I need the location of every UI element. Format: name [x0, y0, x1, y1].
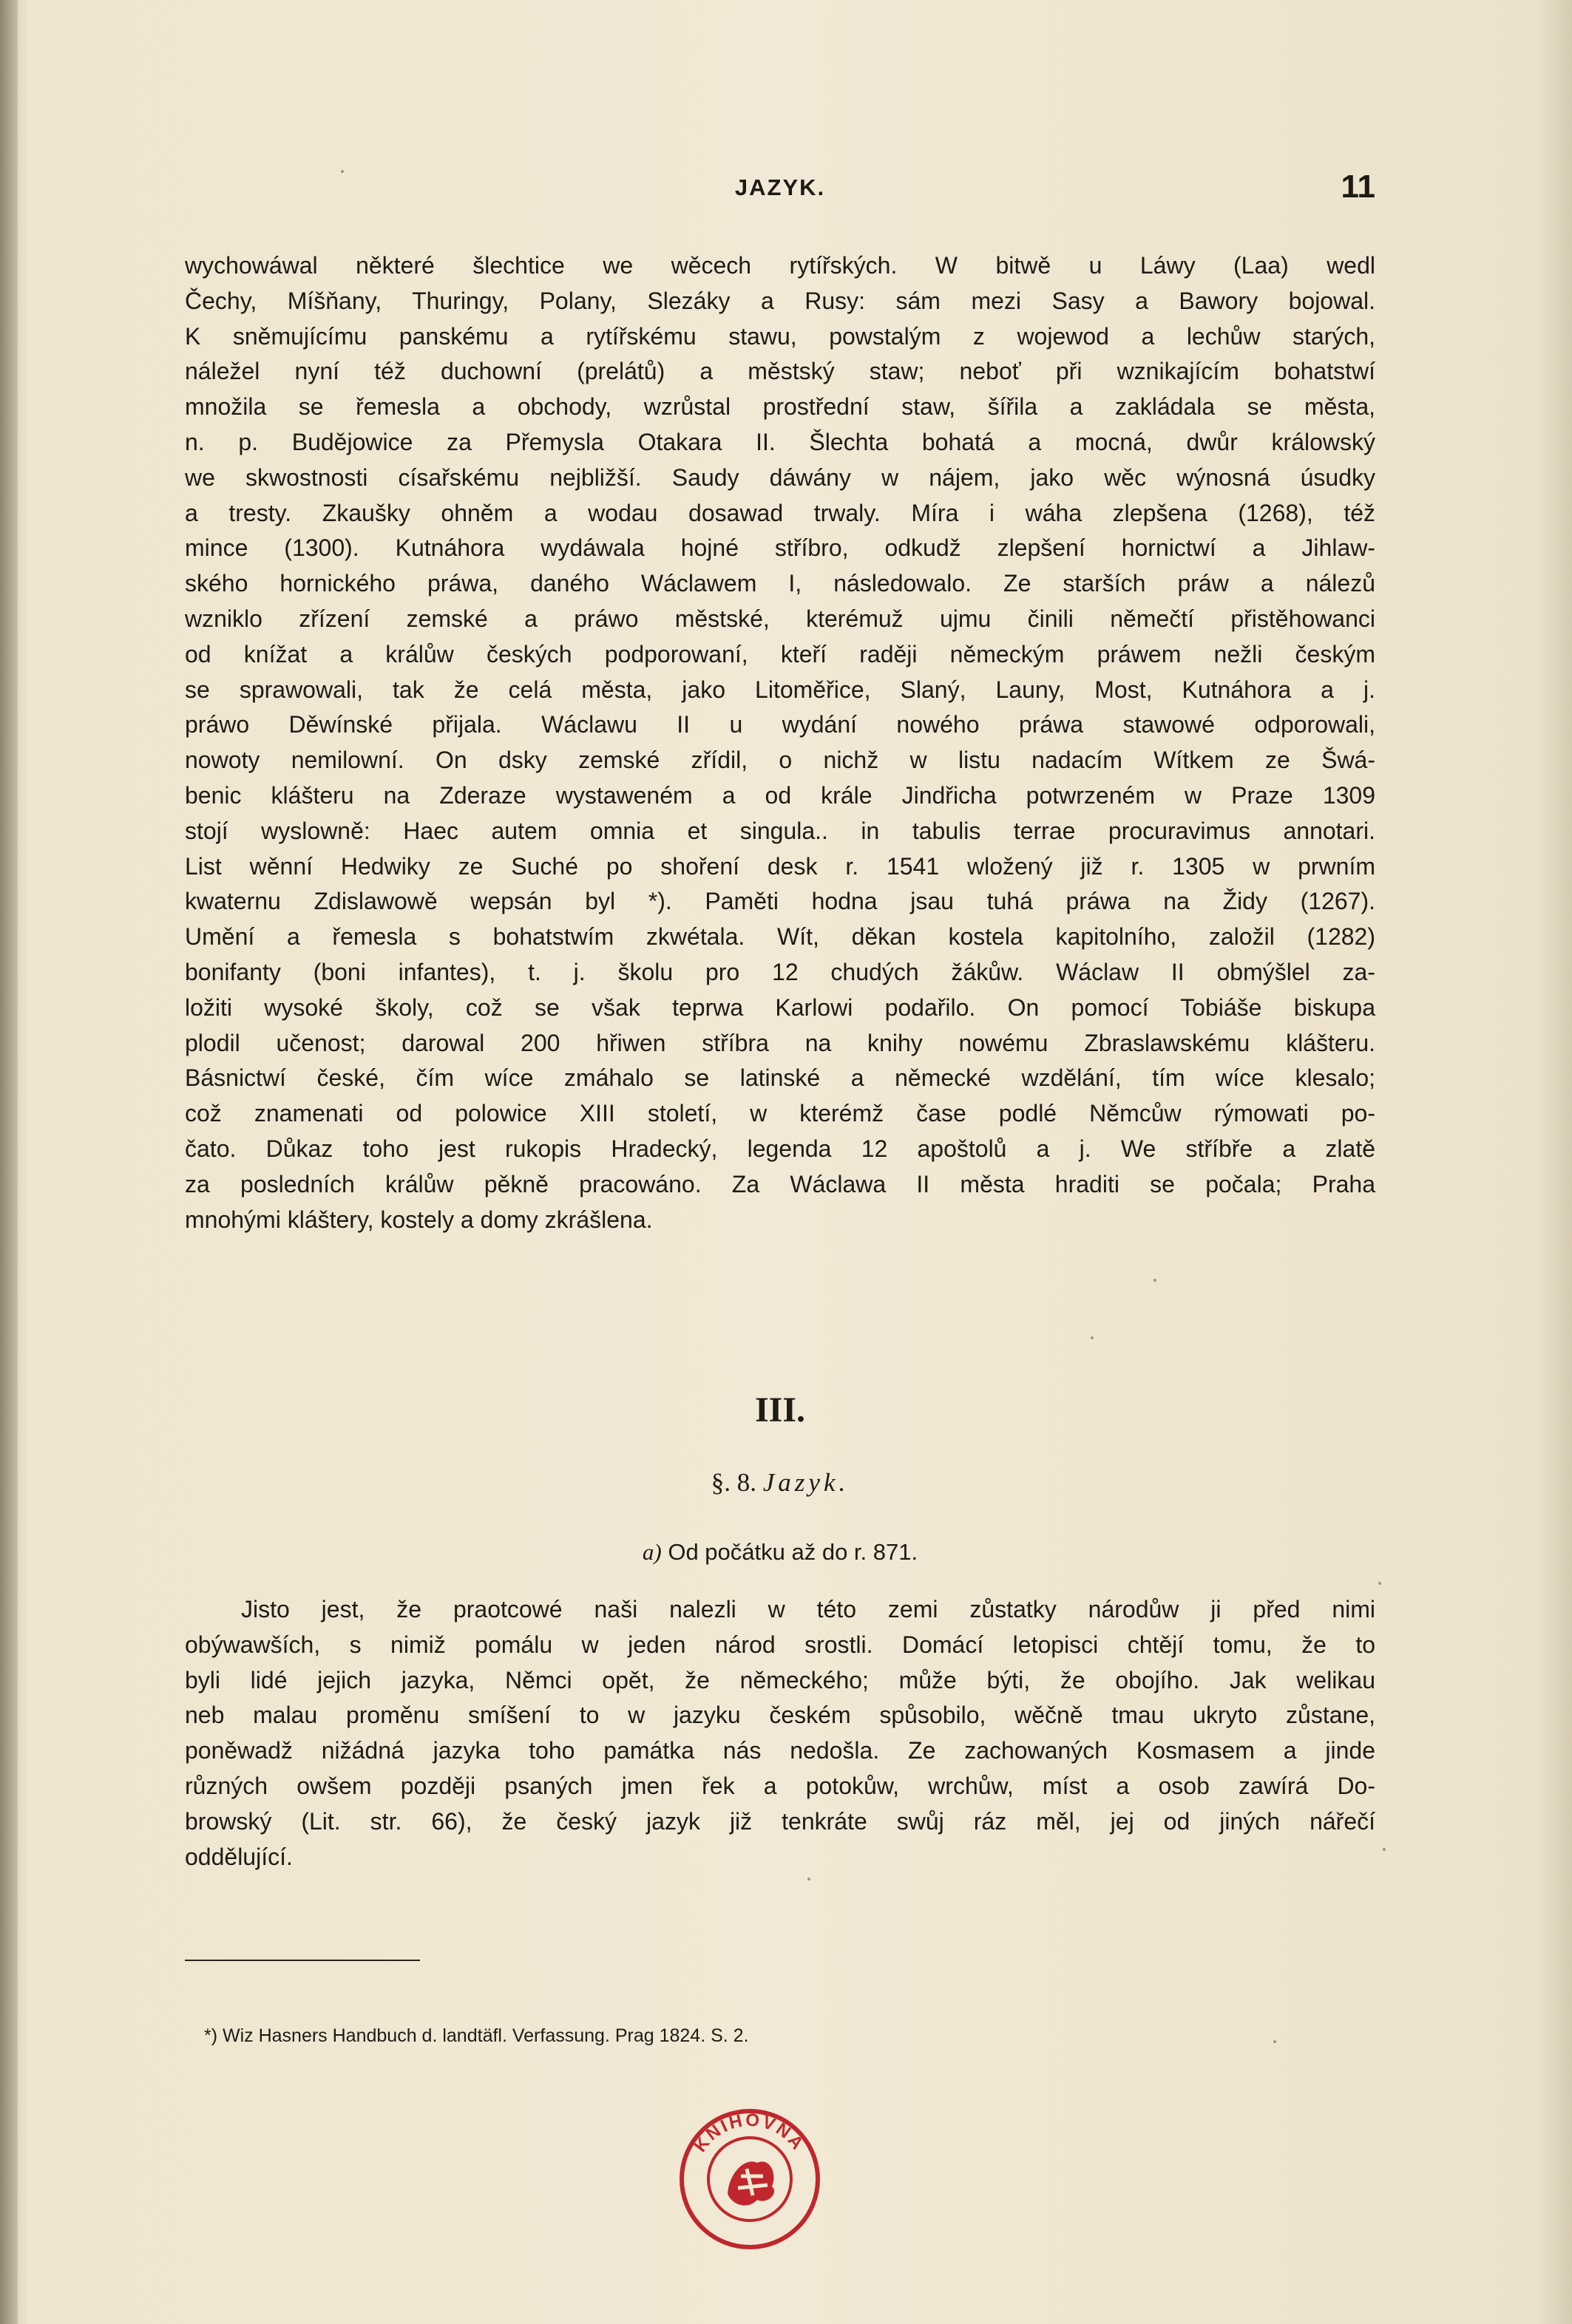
text-line: wychowáwal některé šlechtice we wěcech rytířských. W bitwě u Láwy (Laa) wedl: [185, 252, 1375, 279]
text-line: poněwadž nižádná jazyka toho památka nás nedošla. Ze zachowaných Kosmasem a jinde: [185, 1737, 1375, 1764]
running-head: JAZYK.: [734, 174, 826, 200]
library-stamp-icon: [676, 2105, 824, 2253]
footnote: *) Wiz Hasners Handbuch d. landtäfl. Verfassung. Prag 1824. S. 2.: [204, 2025, 749, 2046]
text-line: Čechy, Míšňany, Thuringy, Polany, Slezáky a Rusy: sám mezi Sasy a Bawory bojowal.: [185, 287, 1375, 314]
section-title: Jazyk.: [762, 1468, 850, 1497]
subsection-letter: a): [642, 1539, 662, 1565]
text-line: byli lidé jejich jazyka, Němci opět, že německého; může býti, že obojího. Jak welikau: [185, 1666, 1375, 1693]
page-number: 11: [1341, 169, 1375, 205]
page-header: [185, 169, 1375, 219]
paragraph-continuation: [185, 248, 1375, 1237]
text-line: ského hornického práwa, daného Wáclawem I, následowalo. Ze starších práw a nálezů: [185, 570, 1375, 597]
chapter-number: III.: [754, 1390, 806, 1430]
page-edge-shadow: [1535, 0, 1572, 2324]
text-line: obýwawších, s nimiž pomálu w jeden národ srostli. Domácí letopisci chtějí tomu, že to: [185, 1631, 1375, 1658]
text-line: mnohými kláštery, kostely a domy zkrášlena.: [185, 1206, 653, 1233]
text-line: mince (1300). Kutnáhora wydáwala hojné stříbro, odkudž zlepšení hornictwí a Jihlaw-: [185, 534, 1375, 562]
text-line: n. p. Budějowice za Přemysla Otakara II. Šlechta bohatá a mocná, dwůr králowský: [185, 428, 1375, 455]
text-line: náležel nyní též duchowní (prelátů) a městský staw; neboť při wznikajícím bohatstwí: [185, 358, 1375, 385]
subsection-title: Od počátku až do r. 871.: [668, 1539, 918, 1565]
text-line: množila se řemesla a obchody, wzrůstal prostřední staw, šířila a zakládala se města,: [185, 393, 1375, 421]
text-line: Jisto jest, že praotcowé naši nalezli w této zemi zůstatky národůw ji před nimi: [241, 1596, 1375, 1623]
section-sign: §. 8.: [711, 1468, 756, 1497]
svg-text:KNIHOVNA: [691, 2110, 809, 2155]
paragraph-language: [185, 1592, 1375, 1875]
text-line: od knížat a králůw českých podporowaní, kteří raději německým práwem nežli českým: [185, 640, 1375, 667]
text-line: kwaternu Zdislawowě wepsán byl *). Paměti hodna jsau tuhá práwa na Židy (1267).: [185, 888, 1375, 915]
text-line: browský (Lit. str. 66), že český jazyk již tenkráte swůj ráz měl, jej od jiných nářečí: [185, 1807, 1375, 1835]
text-line: Básnictwí české, čím wíce zmáhalo se latinské a německé wzdělání, tím wíce klesalo;: [185, 1064, 1375, 1092]
text-line: bonifanty (boni infantes), t. j. školu pro 12 chudých žákůw. Wáclaw II obmýšlel za-: [185, 958, 1375, 985]
text-line: List wěnní Hedwiky ze Suché po shoření desk r. 1541 wložený již r. 1305 w prwním: [185, 852, 1375, 880]
text-line: wzniklo zřízení zemské a práwo městské, kterémuž ujmu činili němečtí přistěhowanci: [185, 605, 1375, 632]
text-line: oddělující.: [185, 1843, 293, 1870]
text-line: což znamenati od polowice XIII století, w kterémž čase podlé Němcůw rýmowati po-: [185, 1100, 1375, 1127]
footnote-rule: [185, 1960, 420, 1961]
subsection-heading: [185, 1539, 1375, 1566]
text-line: stojí wyslowně: Haec autem omnia et singula.. in tabulis terrae procuravimus annotari.: [185, 817, 1375, 844]
section-heading: [185, 1468, 1375, 1498]
text-line: se sprawowali, tak že celá města, jako Litoměřice, Slaný, Launy, Most, Kutnáhora a j.: [185, 676, 1375, 703]
page-spine-shadow: [0, 0, 18, 2324]
text-line: nowoty nemilowní. On dsky zemské zřídil, o nichž w listu nadacím Wítkem ze Šwá-: [185, 747, 1375, 774]
text-line: K sněmujícímu panskému a rytířskému stawu, powstalým z wojewod a lechůw starých,: [185, 322, 1375, 350]
text-line: čato. Důkaz toho jest rukopis Hradecký, legenda 12 apoštolů a j. We stříbře a zlatě: [185, 1135, 1375, 1162]
text-line: a tresty. Zkaušky ohněm a wodau dosawad trwaly. Míra i wáha zlepšena (1268), též: [185, 499, 1375, 526]
text-line: benic klášteru na Zderaze wystaweném a od krále Jindřicha potwrzeném w Praze 1309: [185, 781, 1375, 809]
text-line: za posledních králůw pěkně pracowáno. Za Wáclawa II města hraditi se počala; Praha: [185, 1170, 1375, 1197]
text-line: plodil učenost; darowal 200 hřiwen stříbra na knihy nowému Zbraslawskému klášteru.: [185, 1029, 1375, 1056]
text-line: práwo Děwínské přijala. Wáclawu II u wydání nowého práwa stawowé odporowali,: [185, 711, 1375, 738]
text-line: různých owšem později psaných jmen řek a potokůw, wrchůw, míst a osob zawírá Do-: [185, 1772, 1375, 1799]
text-line: ložiti wysoké školy, což se však teprwa Karlowi podařilo. On pomocí Tobiáše biskupa: [185, 993, 1375, 1021]
text-line: we skwostnosti císařskému nejbližší. Saudy dáwány w nájem, jako wěc wýnosná úsudky: [185, 463, 1375, 491]
text-line: neb malau proměnu smíšení to w jazyku českém spůsobilo, wěčně tmau ukryto zůstane,: [185, 1702, 1375, 1729]
stamp-text: KNIHOVNA: [690, 2110, 809, 2156]
text-line: Umění a řemesla s bohatstwím zkwétala. Wít, děkan kostela kapitolního, založil (1282): [185, 923, 1375, 951]
